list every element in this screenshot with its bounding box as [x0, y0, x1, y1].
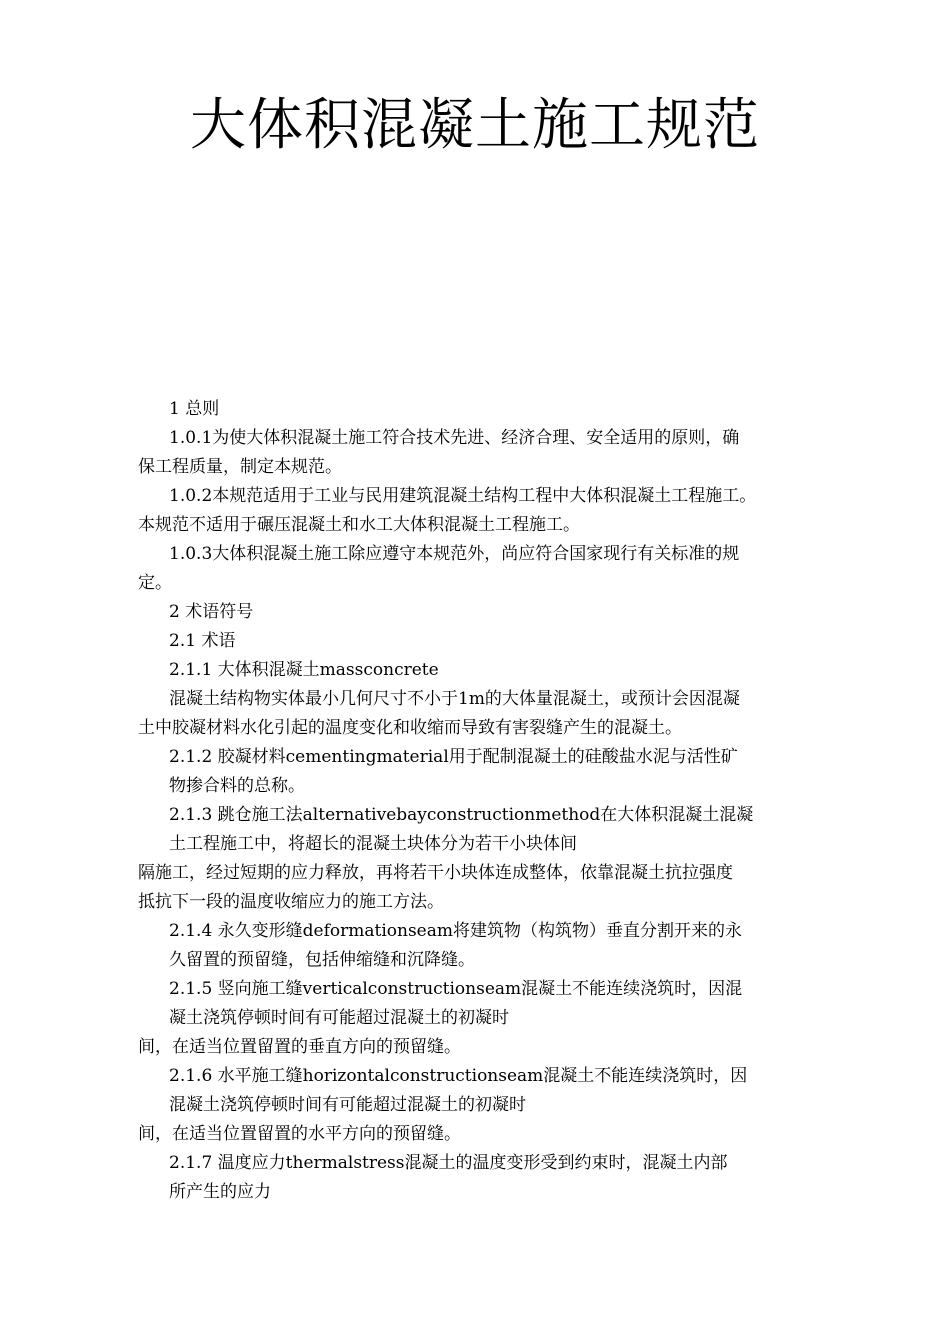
text-line: 混凝土结构物实体最小几何尺寸不小于1m的大体量混凝土，或预计会因混凝 — [169, 689, 740, 709]
text-line: 本规范不适用于碾压混凝土和水工大体积混凝土工程施工。 — [138, 515, 580, 535]
text-line: 土工程施工中，将超长的混凝土块体分为若干小块体间 — [169, 834, 577, 854]
text-line: 间，在适当位置留置的水平方向的预留缝。 — [138, 1124, 461, 1144]
text-line: 2.1.2 胶凝材料cementingmaterial用于配制混凝土的硅酸盐水泥与活性矿 — [169, 747, 738, 767]
text-line: 久留置的预留缝，包括伸缩缝和沉降缝。 — [169, 950, 475, 970]
text-line: 物掺合料的总称。 — [169, 776, 305, 796]
text-line: 凝土浇筑停顿时间有可能超过混凝土的初凝时 — [169, 1008, 509, 1028]
text-line: 1 总则 — [169, 399, 220, 419]
text-line: 2.1.4 永久变形缝deformationseam将建筑物（构筑物）垂直分割开来的永 — [169, 921, 743, 941]
text-line: 2.1.6 水平施工缝horizontalconstructionseam混凝土不能连续浇筑时，因 — [169, 1066, 748, 1086]
text-line: 2.1.3 跳仓施工法alternativebayconstructionmethod在大体积混凝土混凝 — [169, 805, 754, 825]
text-line: 2.1.7 温度应力thermalstress混凝土的温度变形受到约束时，混凝土内部 — [169, 1153, 728, 1173]
text-line: 土中胶凝材料水化引起的温度变化和收缩而导致有害裂缝产生的混凝土。 — [138, 718, 682, 738]
text-line: 所产生的应力 — [169, 1182, 271, 1202]
text-line: 2 术语符号 — [169, 602, 254, 622]
text-line: 隔施工，经过短期的应力释放，再将若干小块体连成整体，依靠混凝土抗拉强度 — [138, 863, 733, 883]
text-line: 1.0.1为使大体积混凝土施工符合技术先进、经济合理、安全适用的原则，确 — [169, 428, 740, 448]
text-line: 1.0.3大体积混凝土施工除应遵守本规范外，尚应符合国家现行有关标准的规 — [169, 544, 740, 564]
text-line: 抵抗下一段的温度收缩应力的施工方法。 — [138, 892, 444, 912]
text-line: 混凝土浇筑停顿时间有可能超过混凝土的初凝时 — [169, 1095, 526, 1115]
text-line: 保工程质量，制定本规范。 — [138, 457, 342, 477]
document-title: 大体积混凝土施工规范 — [190, 93, 760, 158]
text-line: 2.1.5 竖向施工缝verticalconstructionseam混凝土不能连续浇筑时，因混 — [169, 979, 743, 999]
text-line: 1.0.2本规范适用于工业与民用建筑混凝土结构工程中大体积混凝土工程施工。 — [169, 486, 757, 506]
text-line: 2.1 术语 — [169, 631, 236, 651]
text-line: 2.1.1 大体积混凝土massconcrete — [169, 660, 439, 680]
text-line: 定。 — [138, 573, 172, 593]
document-body — [138, 395, 828, 1207]
text-line: 间，在适当位置留置的垂直方向的预留缝。 — [138, 1037, 461, 1057]
